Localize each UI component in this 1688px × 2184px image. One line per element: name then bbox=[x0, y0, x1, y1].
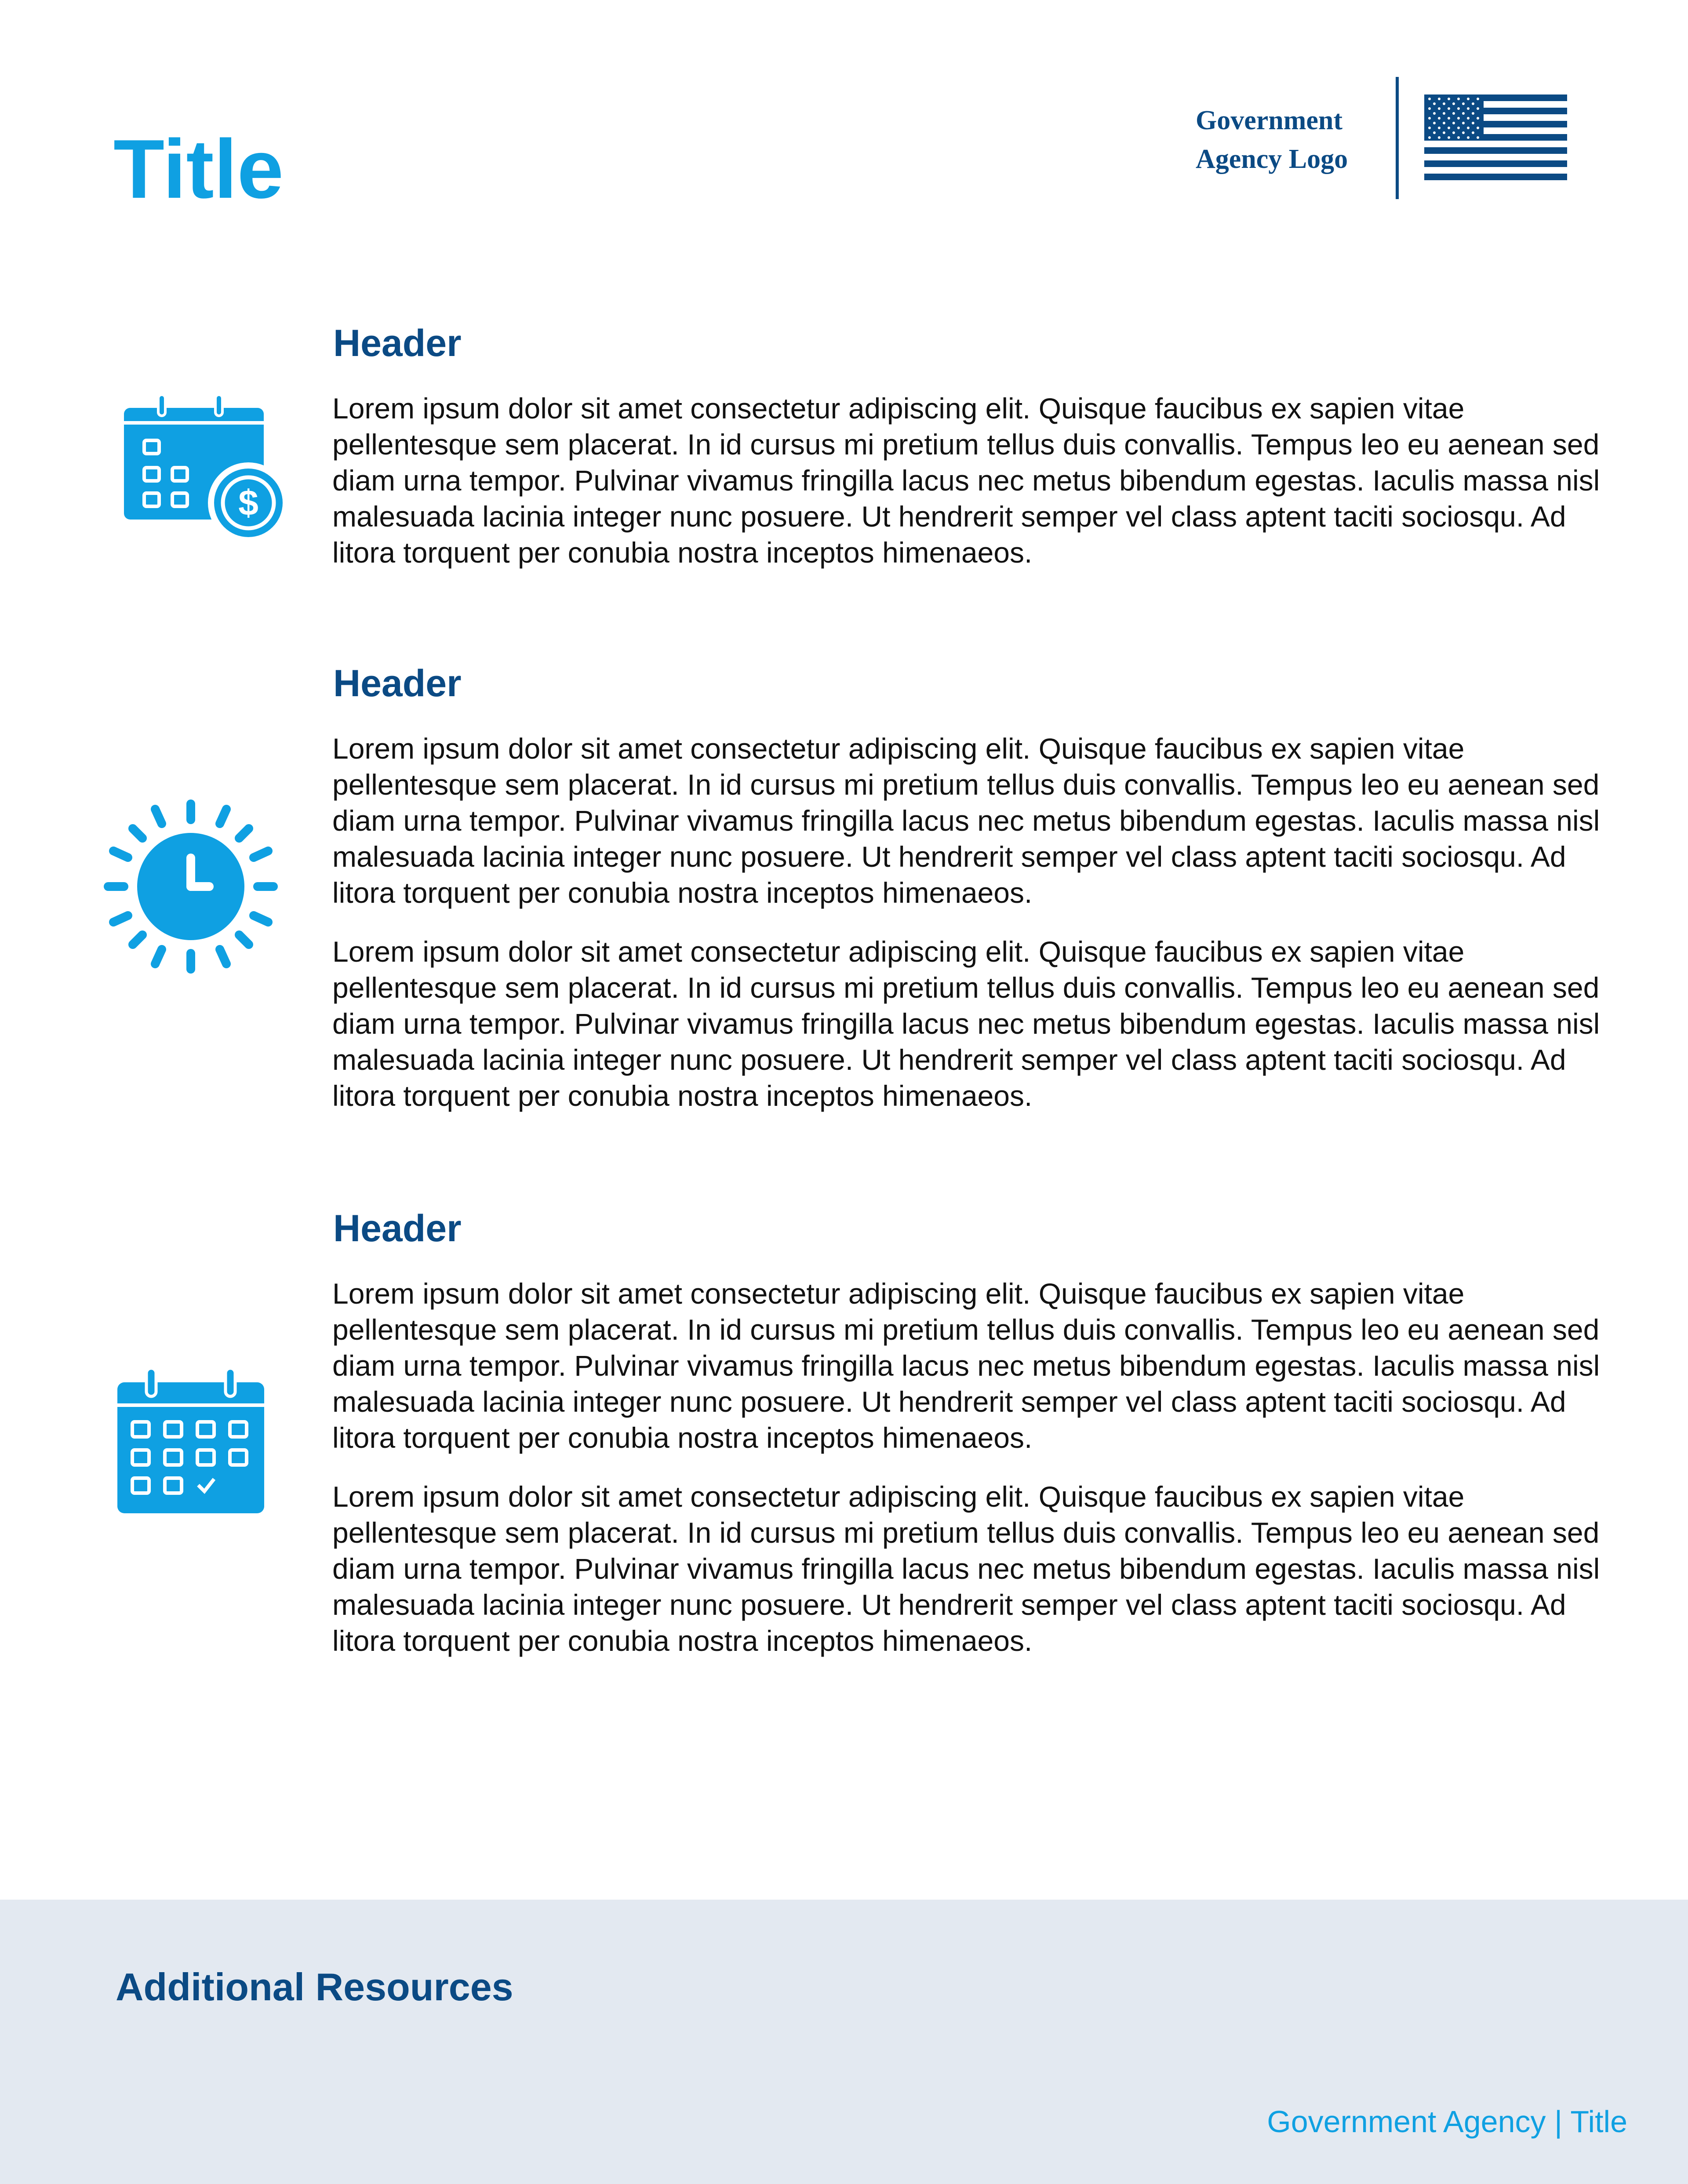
calendar-check-icon bbox=[116, 1366, 266, 1516]
section-paragraph: Lorem ipsum dolor sit amet consectetur adipiscing elit. Quisque faucibus ex sapien vitae pellentesque sem placerat. In id cursus mi pretium tellus duis convallis. Tempus leo eu aenean sed diam urna tempor. Pulvinar vivamus fringilla lacus nec metus bibendum egestas. Iaculis massa nisl malesuada lacinia integer nunc posuere. Ut hendrerit semper vel class aptent taciti sociosqu. Ad litora torquent per conubia nostra inceptos himenaeos. bbox=[332, 392, 1600, 569]
sun-clock-icon bbox=[98, 794, 283, 979]
section-paragraph: Lorem ipsum dolor sit amet consectetur adipiscing elit. Quisque faucibus ex sapien vitae pellentesque sem placerat. In id cursus mi pretium tellus duis convallis. Tempus leo eu aenean sed diam urna tempor. Pulvinar vivamus fringilla lacus nec metus bibendum egestas. Iaculis massa nisl malesuada lacinia integer nunc posuere. Ut hendrerit semper vel class aptent taciti sociosqu. Ad litora torquent per conubia nostra inceptos himenaeos. bbox=[332, 732, 1600, 909]
section-paragraph: Lorem ipsum dolor sit amet consectetur adipiscing elit. Quisque faucibus ex sapien vitae pellentesque sem placerat. In id cursus mi pretium tellus duis convallis. Tempus leo eu aenean sed diam urna tempor. Pulvinar vivamus fringilla lacus nec metus bibendum egestas. Iaculis massa nisl malesuada lacinia integer nunc posuere. Ut hendrerit semper vel class aptent taciti sociosqu. Ad litora torquent per conubia nostra inceptos himenaeos. bbox=[332, 1480, 1600, 1657]
footer bbox=[0, 1900, 1688, 2184]
agency-logo-text bbox=[1196, 101, 1348, 178]
section-paragraph: Lorem ipsum dolor sit amet consectetur adipiscing elit. Quisque faucibus ex sapien vitae pellentesque sem placerat. In id cursus mi pretium tellus duis convallis. Tempus leo eu aenean sed diam urna tempor. Pulvinar vivamus fringilla lacus nec metus bibendum egestas. Iaculis massa nisl malesuada lacinia integer nunc posuere. Ut hendrerit semper vel class aptent taciti sociosqu. Ad litora torquent per conubia nostra inceptos himenaeos. bbox=[332, 935, 1600, 1112]
logo-divider bbox=[1396, 77, 1399, 199]
svg-text:$: $ bbox=[238, 483, 258, 523]
section-1 bbox=[0, 324, 1688, 571]
additional-resources-heading: Additional Resources bbox=[116, 1965, 513, 2009]
agency-logo-line1: Government bbox=[1196, 105, 1343, 135]
section-body bbox=[332, 1276, 1607, 1682]
section-header: Header bbox=[333, 1207, 462, 1250]
section-3 bbox=[0, 1207, 1688, 1667]
section-header: Header bbox=[333, 322, 462, 364]
footer-agency-title: Government Agency | Title bbox=[1267, 2104, 1627, 2139]
section-header: Header bbox=[333, 662, 462, 705]
agency-logo-line2: Agency Logo bbox=[1196, 144, 1348, 174]
section-body bbox=[332, 730, 1607, 1137]
page-title: Title bbox=[113, 123, 284, 216]
section-paragraph: Lorem ipsum dolor sit amet consectetur adipiscing elit. Quisque faucibus ex sapien vitae pellentesque sem placerat. In id cursus mi pretium tellus duis convallis. Tempus leo eu aenean sed diam urna tempor. Pulvinar vivamus fringilla lacus nec metus bibendum egestas. Iaculis massa nisl malesuada lacinia integer nunc posuere. Ut hendrerit semper vel class aptent taciti sociosqu. Ad litora torquent per conubia nostra inceptos himenaeos. bbox=[332, 1277, 1600, 1454]
calendar-dollar-icon bbox=[123, 394, 290, 543]
section-2 bbox=[0, 662, 1688, 1122]
us-flag-icon bbox=[1424, 94, 1567, 180]
section-body bbox=[332, 390, 1607, 593]
